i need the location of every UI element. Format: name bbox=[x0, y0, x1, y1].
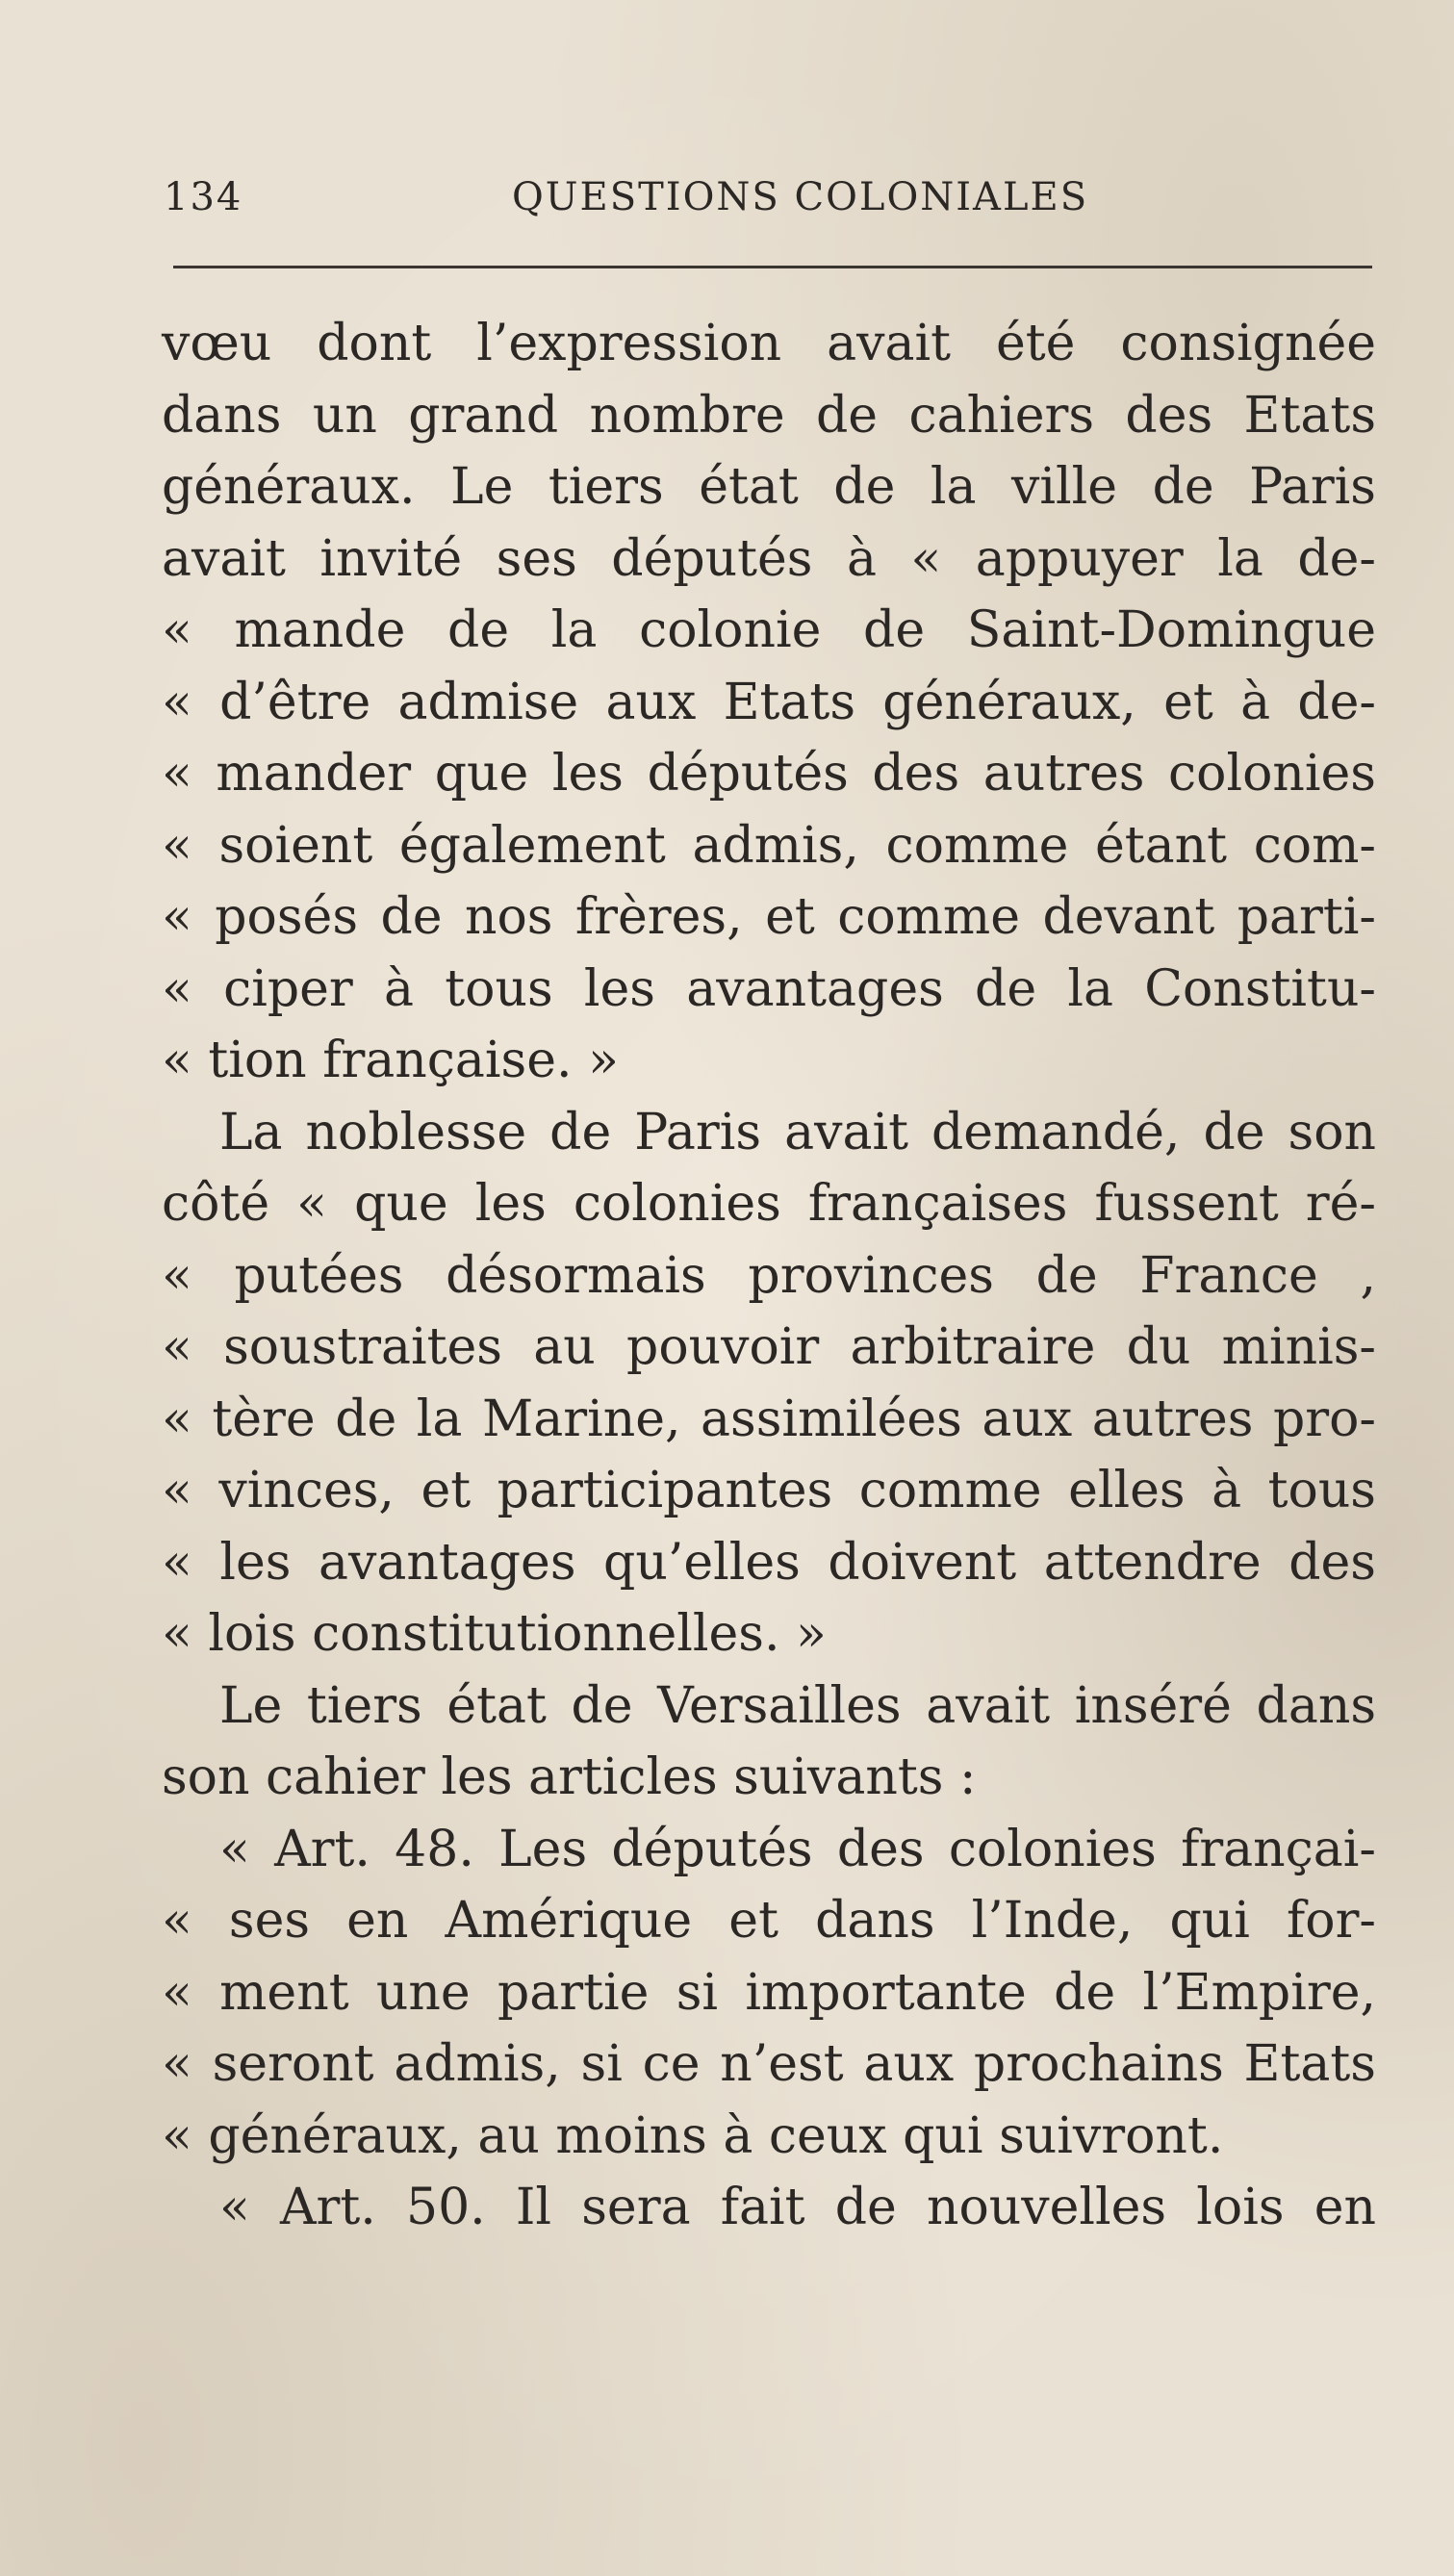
page-number: 134 bbox=[164, 175, 243, 219]
text-line: « Art. 50. Il sera fait de nouvelles lois en bbox=[219, 2179, 1376, 2236]
text-line: généraux. Le tiers état de la ville de Paris bbox=[162, 458, 1376, 516]
text-line: « mander que les députés des autres colonies bbox=[162, 745, 1376, 803]
text-line: dans un grand nombre de cahiers des Etats bbox=[162, 386, 1376, 445]
body-text bbox=[162, 308, 1376, 2244]
running-header bbox=[164, 175, 1366, 233]
text-line: « tère de la Marine, assimilées aux autres pro- bbox=[162, 1390, 1376, 1448]
text-line: vœu dont l’expression avait été consignée bbox=[162, 315, 1376, 372]
text-line: « ciper à tous les avantages de la Constitu- bbox=[162, 959, 1376, 1018]
text-line: « soient également admis, comme étant com- bbox=[162, 816, 1376, 875]
text-line: « vinces, et participantes comme elles à tous bbox=[162, 1462, 1376, 1519]
text-line: « soustraites au pouvoir arbitraire du minis- bbox=[162, 1318, 1376, 1376]
text-line: La noblesse de Paris avait demandé, de son bbox=[219, 1103, 1376, 1161]
text-line: « d’être admise aux Etats généraux, et à de- bbox=[162, 673, 1376, 731]
text-line: « Art. 48. Les députés des colonies françai- bbox=[219, 1820, 1376, 1878]
text-line: « ment une partie si importante de l’Empire, bbox=[162, 1963, 1376, 2022]
text-line: « tion française. » bbox=[162, 1032, 619, 1089]
text-line: « lois constitutionnelles. » bbox=[162, 1605, 827, 1663]
text-line: « seront admis, si ce n’est aux prochains Etats bbox=[162, 2035, 1376, 2093]
text-line: « putées désormais provinces de France , bbox=[162, 1246, 1376, 1305]
text-line: « ses en Amérique et dans l’Inde, qui for- bbox=[162, 1892, 1376, 1950]
running-title: QUESTIONS COLONIALES bbox=[512, 175, 1089, 219]
text-line: « mande de la colonie de Saint-Domingue bbox=[162, 601, 1376, 659]
text-line: son cahier les articles suivants : bbox=[162, 1748, 977, 1806]
text-line: côté « que les colonies françaises fussent ré- bbox=[162, 1175, 1376, 1233]
text-line: « posés de nos frères, et comme devant parti- bbox=[162, 888, 1376, 946]
text-line: « les avantages qu’elles doivent attendre des bbox=[162, 1533, 1376, 1592]
text-line: Le tiers état de Versailles avait inséré dans bbox=[219, 1676, 1376, 1735]
text-line: « généraux, au moins à ceux qui suivront. bbox=[162, 2106, 1224, 2165]
header-rule bbox=[173, 266, 1372, 268]
text-line: avait invité ses députés à « appuyer la de- bbox=[162, 529, 1376, 588]
